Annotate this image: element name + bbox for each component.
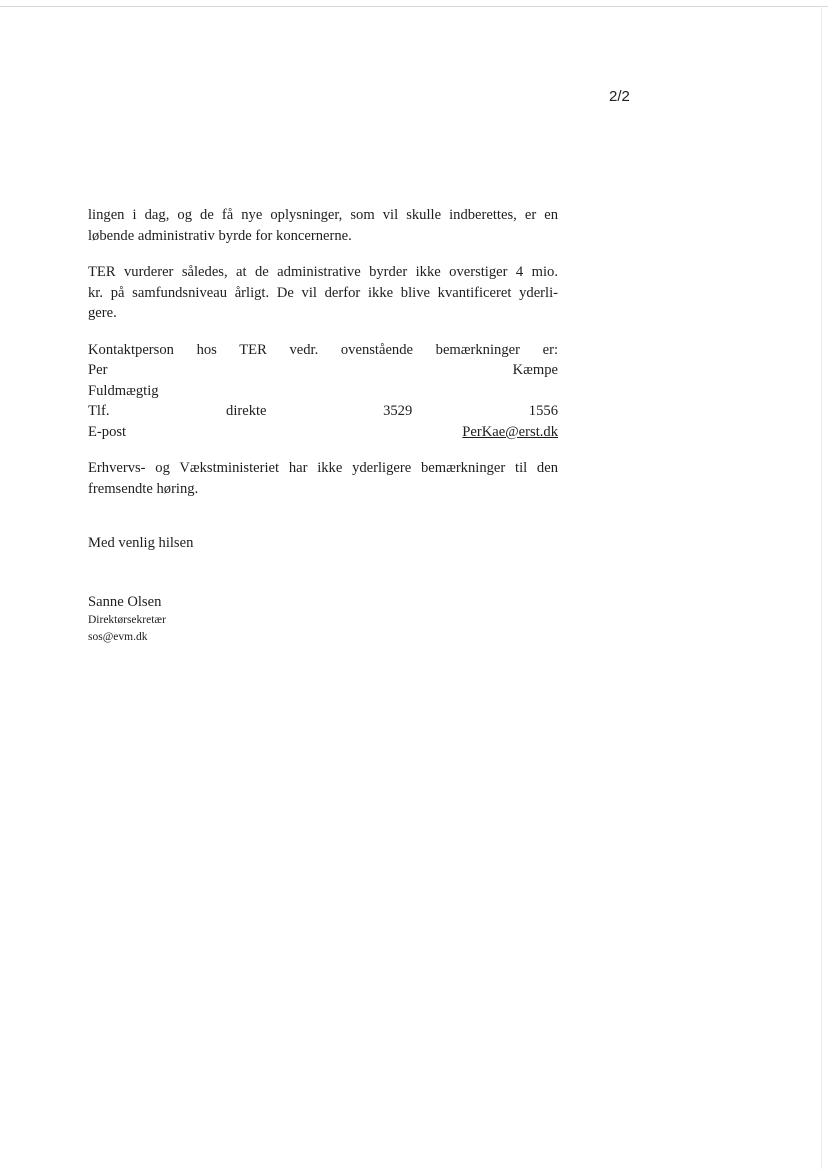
closing-greeting xyxy=(88,533,558,554)
contact-email-link[interactable]: PerKae@erst.dk xyxy=(462,423,558,440)
page-edge-right xyxy=(821,6,822,1169)
contact-title: Fuldmægtig xyxy=(88,382,159,399)
paragraph-ministry-remarks xyxy=(88,458,558,499)
text-line: Erhvervs- og Vækstministeriet har ikke yderligere bemærkninger til den xyxy=(88,460,558,476)
contact-email-line xyxy=(88,422,558,443)
page-number: 2/2 xyxy=(609,88,630,105)
signature-email: sos@evm.dk xyxy=(88,631,148,643)
letter-body xyxy=(88,205,558,570)
signature-name: Sanne Olsen xyxy=(88,594,162,610)
text-line: fremsendte høring. xyxy=(88,480,199,497)
closing-text: Med venlig hilsen xyxy=(88,535,194,551)
text-line: gere. xyxy=(88,305,117,321)
contact-block xyxy=(88,340,558,443)
contact-email-prefix: E-post xyxy=(88,423,463,440)
signature-title: Direktørsekretær xyxy=(88,614,166,626)
text-line: lingen i dag, og de få nye oplysninger, som vil skulle indberettes, er en xyxy=(88,207,558,223)
contact-phone: Tlf. direkte 3529 1556 xyxy=(88,403,558,419)
page-edge-top xyxy=(0,6,828,7)
paragraph-admin-burden xyxy=(88,205,558,246)
contact-name: Per Kæmpe xyxy=(88,362,558,378)
paragraph-ter-assessment xyxy=(88,262,558,324)
text-line: løbende administrativ byrde for koncernerne. xyxy=(88,227,352,244)
contact-intro: Kontaktperson hos TER vedr. ovenstående bemærkninger er: xyxy=(88,341,558,358)
text-line: TER vurderer således, at de administrative byrder ikke overstiger 4 mio. xyxy=(88,264,558,280)
signature-block xyxy=(88,592,166,646)
text-line: kr. på samfundsniveau årligt. De vil derfor ikke blive kvantificeret yderli- xyxy=(88,284,558,301)
